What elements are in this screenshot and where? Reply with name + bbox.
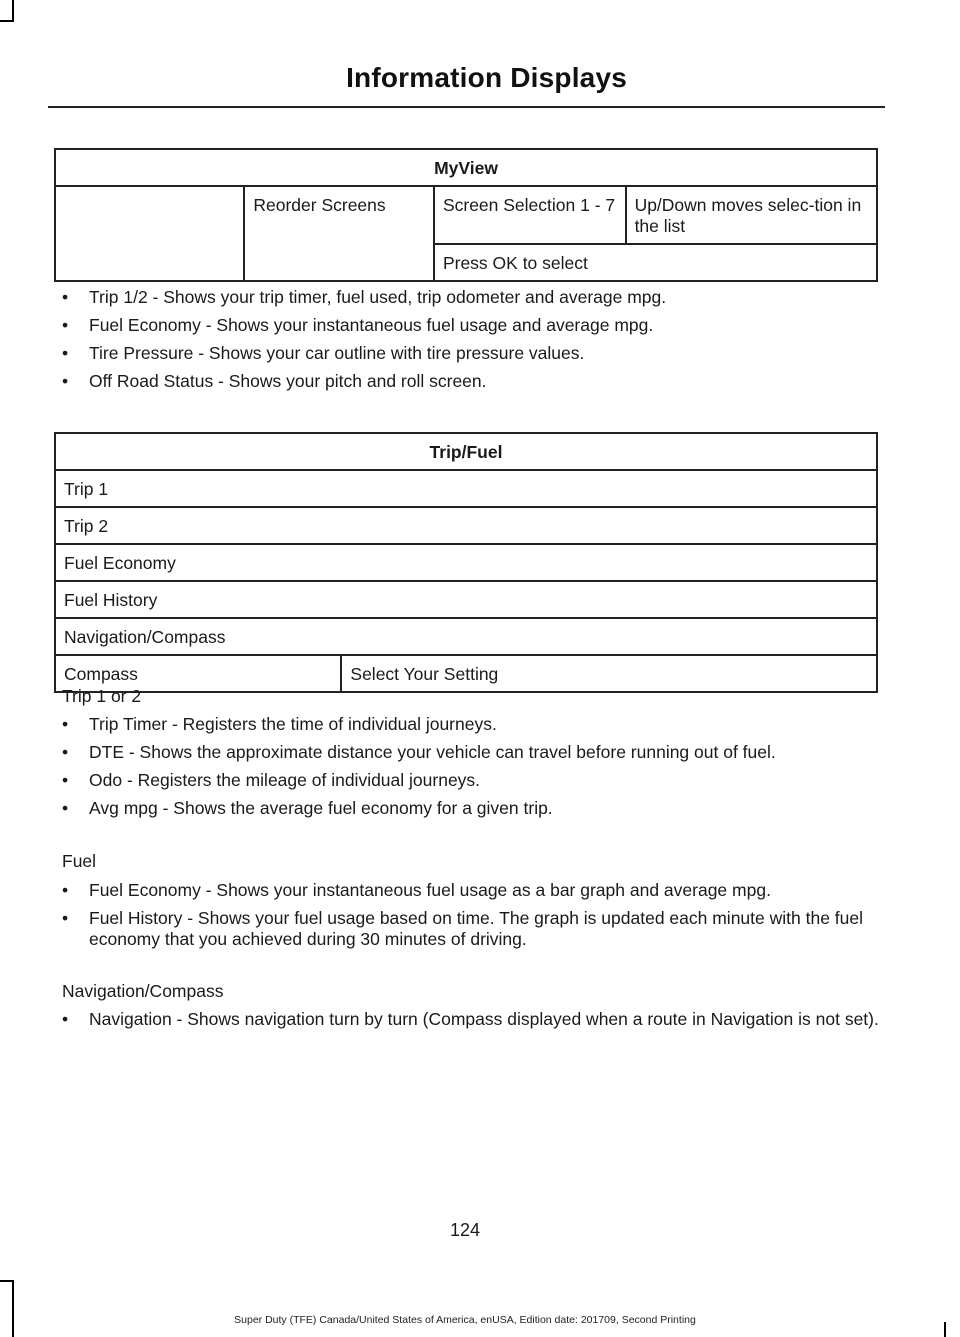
list-item: • Off Road Status - Shows your pitch and roll screen. — [62, 371, 882, 392]
list-item: • Fuel Economy - Shows your instantaneous fuel usage as a bar graph and average mpg. — [62, 880, 882, 901]
tripfuel-table — [54, 432, 878, 693]
list-item: • Navigation - Shows navigation turn by turn (Compass displayed when a route in Navigation is not set). — [62, 1009, 882, 1030]
footer-text: Super Duty (TFE) Canada/United States of America, enUSA, Edition date: 201709, Second Printing — [234, 1314, 696, 1326]
tripfuel-table-title: Trip/Fuel — [55, 433, 877, 470]
myview-table-title: MyView — [55, 149, 877, 186]
display-list — [62, 287, 882, 399]
reorder-screens-cell: Reorder Screens — [244, 186, 434, 281]
compass-cell: Compass — [55, 655, 341, 692]
compass-setting-cell: Select Your Setting — [341, 655, 877, 692]
navigation-list — [62, 1009, 882, 1037]
list-item: • DTE - Shows the approximate distance your vehicle can travel before running out of fuel. — [62, 742, 882, 763]
section-heading-fuel: Fuel — [62, 851, 97, 871]
table-row: Fuel History — [55, 581, 877, 618]
list-item: • Fuel History - Shows your fuel usage based on time. The graph is updated each minute with the fuel economy that you achieved during 30 minutes of driving. — [62, 908, 882, 950]
crop-mark-top-left — [0, 20, 14, 22]
table-row: Trip 1 — [55, 470, 877, 507]
table-row: Navigation/Compass — [55, 618, 877, 655]
section-heading-trip: Trip 1 or 2 — [62, 686, 142, 706]
page-title: Information Displays — [346, 62, 627, 93]
list-item: • Avg mpg - Shows the average fuel economy for a given trip. — [62, 798, 882, 819]
crop-mark-bottom-left — [12, 1280, 14, 1337]
list-item: • Fuel Economy - Shows your instantaneous fuel usage and average mpg. — [62, 315, 882, 336]
list-item: • Odo - Registers the mileage of individual journeys. — [62, 770, 882, 791]
list-item: • Tire Pressure - Shows your car outline with tire pressure values. — [62, 343, 882, 364]
fuel-list — [62, 880, 882, 957]
crop-mark-bottom-left — [0, 1280, 14, 1282]
updown-cell: Up/Down moves selec-tion in the list — [626, 186, 877, 244]
crop-mark-bottom-right — [944, 1322, 946, 1337]
myview-empty-cell — [55, 186, 244, 281]
table-row: Trip 2 — [55, 507, 877, 544]
screen-selection-cell: Screen Selection 1 - 7 — [434, 186, 626, 244]
section-heading-navigation: Navigation/Compass — [62, 981, 224, 1001]
myview-table — [54, 148, 878, 282]
title-rule — [48, 106, 885, 108]
list-item: • Trip Timer - Registers the time of individual journeys. — [62, 714, 882, 735]
table-row: Fuel Economy — [55, 544, 877, 581]
crop-mark-top-left — [12, 0, 14, 20]
press-ok-cell: Press OK to select — [434, 244, 877, 281]
list-item: • Trip 1/2 - Shows your trip timer, fuel used, trip odometer and average mpg. — [62, 287, 882, 308]
page-number: 124 — [449, 1220, 481, 1240]
trip-list — [62, 714, 882, 826]
